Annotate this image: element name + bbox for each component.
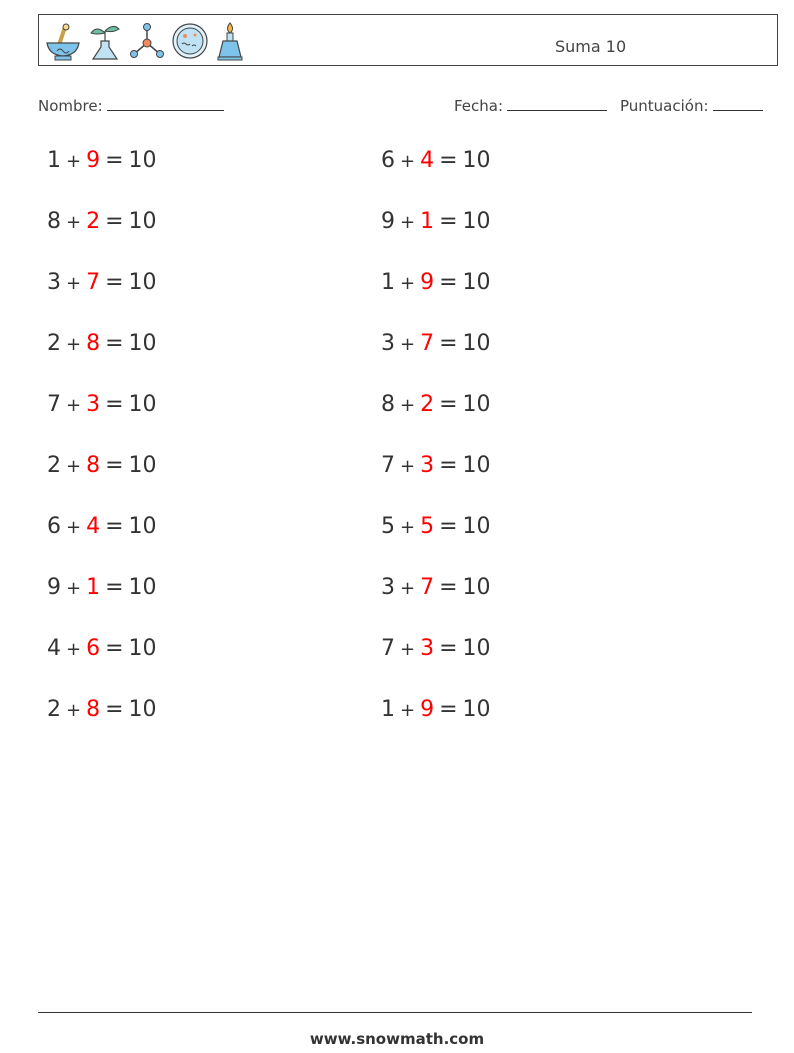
score-input-line[interactable] xyxy=(713,94,763,111)
problem-result: 10 xyxy=(462,331,491,356)
problem-result: 10 xyxy=(462,453,491,478)
plus-sign: + xyxy=(400,639,416,660)
problem-addend-missing: 4 xyxy=(86,514,101,539)
problem-addend-missing: 2 xyxy=(86,209,101,234)
petri-dish-icon xyxy=(171,21,209,61)
equals-sign: = xyxy=(439,148,458,173)
problem-result: 10 xyxy=(462,392,491,417)
name-input-line[interactable] xyxy=(107,94,224,111)
plus-sign: + xyxy=(400,273,416,294)
equals-sign: = xyxy=(439,514,458,539)
problem-addend-a: 8 xyxy=(381,392,395,417)
equals-sign: = xyxy=(105,209,124,234)
equals-sign: = xyxy=(439,392,458,417)
problem-addend-a: 6 xyxy=(47,514,61,539)
problem-result: 10 xyxy=(128,270,157,295)
problem-result: 10 xyxy=(128,392,157,417)
problem-addend-missing: 6 xyxy=(86,636,101,661)
equals-sign: = xyxy=(105,575,124,600)
plus-sign: + xyxy=(400,517,416,538)
equals-sign: = xyxy=(439,697,458,722)
problem-addend-missing: 1 xyxy=(86,575,101,600)
plus-sign: + xyxy=(66,395,82,416)
problem-7 xyxy=(47,514,157,539)
equals-sign: = xyxy=(105,148,124,173)
problem-addend-missing: 5 xyxy=(420,514,435,539)
problem-addend-a: 6 xyxy=(381,148,395,173)
date-input-line[interactable] xyxy=(507,94,607,111)
problem-addend-a: 2 xyxy=(47,697,61,722)
equals-sign: = xyxy=(439,331,458,356)
problem-result: 10 xyxy=(128,697,157,722)
problem-addend-missing: 9 xyxy=(420,270,435,295)
problem-16 xyxy=(381,453,491,478)
problem-result: 10 xyxy=(462,209,491,234)
equals-sign: = xyxy=(105,636,124,661)
footer-divider xyxy=(38,1012,752,1013)
problem-result: 10 xyxy=(462,514,491,539)
problem-14 xyxy=(381,331,491,356)
problem-addend-missing: 3 xyxy=(420,636,435,661)
plus-sign: + xyxy=(66,273,82,294)
problem-3 xyxy=(47,270,157,295)
problem-6 xyxy=(47,453,157,478)
problem-addend-a: 9 xyxy=(47,575,61,600)
problem-1 xyxy=(47,148,157,173)
problem-addend-missing: 9 xyxy=(420,697,435,722)
problem-addend-a: 9 xyxy=(381,209,395,234)
mortar-pestle-icon xyxy=(45,21,81,61)
header-icons xyxy=(45,19,245,63)
problem-addend-missing: 3 xyxy=(86,392,101,417)
equals-sign: = xyxy=(105,453,124,478)
name-field xyxy=(38,94,224,115)
problem-20 xyxy=(381,697,491,722)
plus-sign: + xyxy=(400,334,416,355)
problem-11 xyxy=(381,148,491,173)
problem-addend-a: 7 xyxy=(47,392,61,417)
equals-sign: = xyxy=(105,697,124,722)
plant-flask-icon xyxy=(87,21,123,61)
plus-sign: + xyxy=(66,517,82,538)
problem-addend-missing: 2 xyxy=(420,392,435,417)
problem-result: 10 xyxy=(128,514,157,539)
equals-sign: = xyxy=(105,270,124,295)
problem-result: 10 xyxy=(462,575,491,600)
problem-addend-a: 1 xyxy=(47,148,61,173)
problem-addend-a: 3 xyxy=(381,331,395,356)
problem-8 xyxy=(47,575,157,600)
problem-5 xyxy=(47,392,157,417)
problem-addend-a: 4 xyxy=(47,636,61,661)
problem-addend-a: 7 xyxy=(381,636,395,661)
problem-result: 10 xyxy=(128,331,157,356)
problem-13 xyxy=(381,270,491,295)
equals-sign: = xyxy=(439,270,458,295)
plus-sign: + xyxy=(66,334,82,355)
problem-9 xyxy=(47,636,157,661)
plus-sign: + xyxy=(66,700,82,721)
problem-result: 10 xyxy=(128,148,157,173)
name-label: Nombre: xyxy=(38,97,103,115)
problem-addend-missing: 8 xyxy=(86,453,101,478)
equals-sign: = xyxy=(105,392,124,417)
problem-result: 10 xyxy=(462,636,491,661)
bunsen-burner-icon xyxy=(215,21,245,61)
problem-addend-a: 1 xyxy=(381,697,395,722)
plus-sign: + xyxy=(400,212,416,233)
date-field xyxy=(454,94,607,115)
problem-addend-a: 2 xyxy=(47,453,61,478)
equals-sign: = xyxy=(439,575,458,600)
plus-sign: + xyxy=(400,151,416,172)
problem-4 xyxy=(47,331,157,356)
problem-addend-missing: 4 xyxy=(420,148,435,173)
worksheet-title: Suma 10 xyxy=(555,37,627,56)
problem-15 xyxy=(381,392,491,417)
problem-addend-missing: 1 xyxy=(420,209,435,234)
footer-url: www.snowmath.com xyxy=(309,1030,485,1048)
plus-sign: + xyxy=(66,578,82,599)
problem-addend-a: 8 xyxy=(47,209,61,234)
problem-result: 10 xyxy=(462,697,491,722)
problem-17 xyxy=(381,514,491,539)
score-label: Puntuación: xyxy=(620,97,709,115)
problem-addend-a: 7 xyxy=(381,453,395,478)
equals-sign: = xyxy=(439,453,458,478)
score-field xyxy=(620,94,763,115)
problem-addend-missing: 8 xyxy=(86,697,101,722)
problem-result: 10 xyxy=(128,636,157,661)
equals-sign: = xyxy=(105,331,124,356)
problem-2 xyxy=(47,209,157,234)
plus-sign: + xyxy=(66,639,82,660)
molecule-icon xyxy=(129,21,165,61)
problem-result: 10 xyxy=(128,575,157,600)
plus-sign: + xyxy=(400,578,416,599)
problem-addend-a: 1 xyxy=(381,270,395,295)
problem-addend-a: 3 xyxy=(381,575,395,600)
problem-result: 10 xyxy=(128,453,157,478)
problem-result: 10 xyxy=(462,148,491,173)
worksheet-header xyxy=(38,14,778,66)
plus-sign: + xyxy=(66,456,82,477)
problem-addend-missing: 8 xyxy=(86,331,101,356)
problem-addend-missing: 9 xyxy=(86,148,101,173)
plus-sign: + xyxy=(400,395,416,416)
problem-addend-a: 5 xyxy=(381,514,395,539)
problem-result: 10 xyxy=(128,209,157,234)
problem-addend-a: 2 xyxy=(47,331,61,356)
problem-result: 10 xyxy=(462,270,491,295)
plus-sign: + xyxy=(66,151,82,172)
problem-addend-missing: 3 xyxy=(420,453,435,478)
problem-addend-missing: 7 xyxy=(420,331,435,356)
problem-addend-missing: 7 xyxy=(86,270,101,295)
plus-sign: + xyxy=(400,700,416,721)
equals-sign: = xyxy=(105,514,124,539)
problem-19 xyxy=(381,636,491,661)
problem-10 xyxy=(47,697,157,722)
plus-sign: + xyxy=(66,212,82,233)
problem-addend-a: 3 xyxy=(47,270,61,295)
equals-sign: = xyxy=(439,636,458,661)
date-label: Fecha: xyxy=(454,97,504,115)
plus-sign: + xyxy=(400,456,416,477)
problem-12 xyxy=(381,209,491,234)
problem-addend-missing: 7 xyxy=(420,575,435,600)
problem-18 xyxy=(381,575,491,600)
equals-sign: = xyxy=(439,209,458,234)
